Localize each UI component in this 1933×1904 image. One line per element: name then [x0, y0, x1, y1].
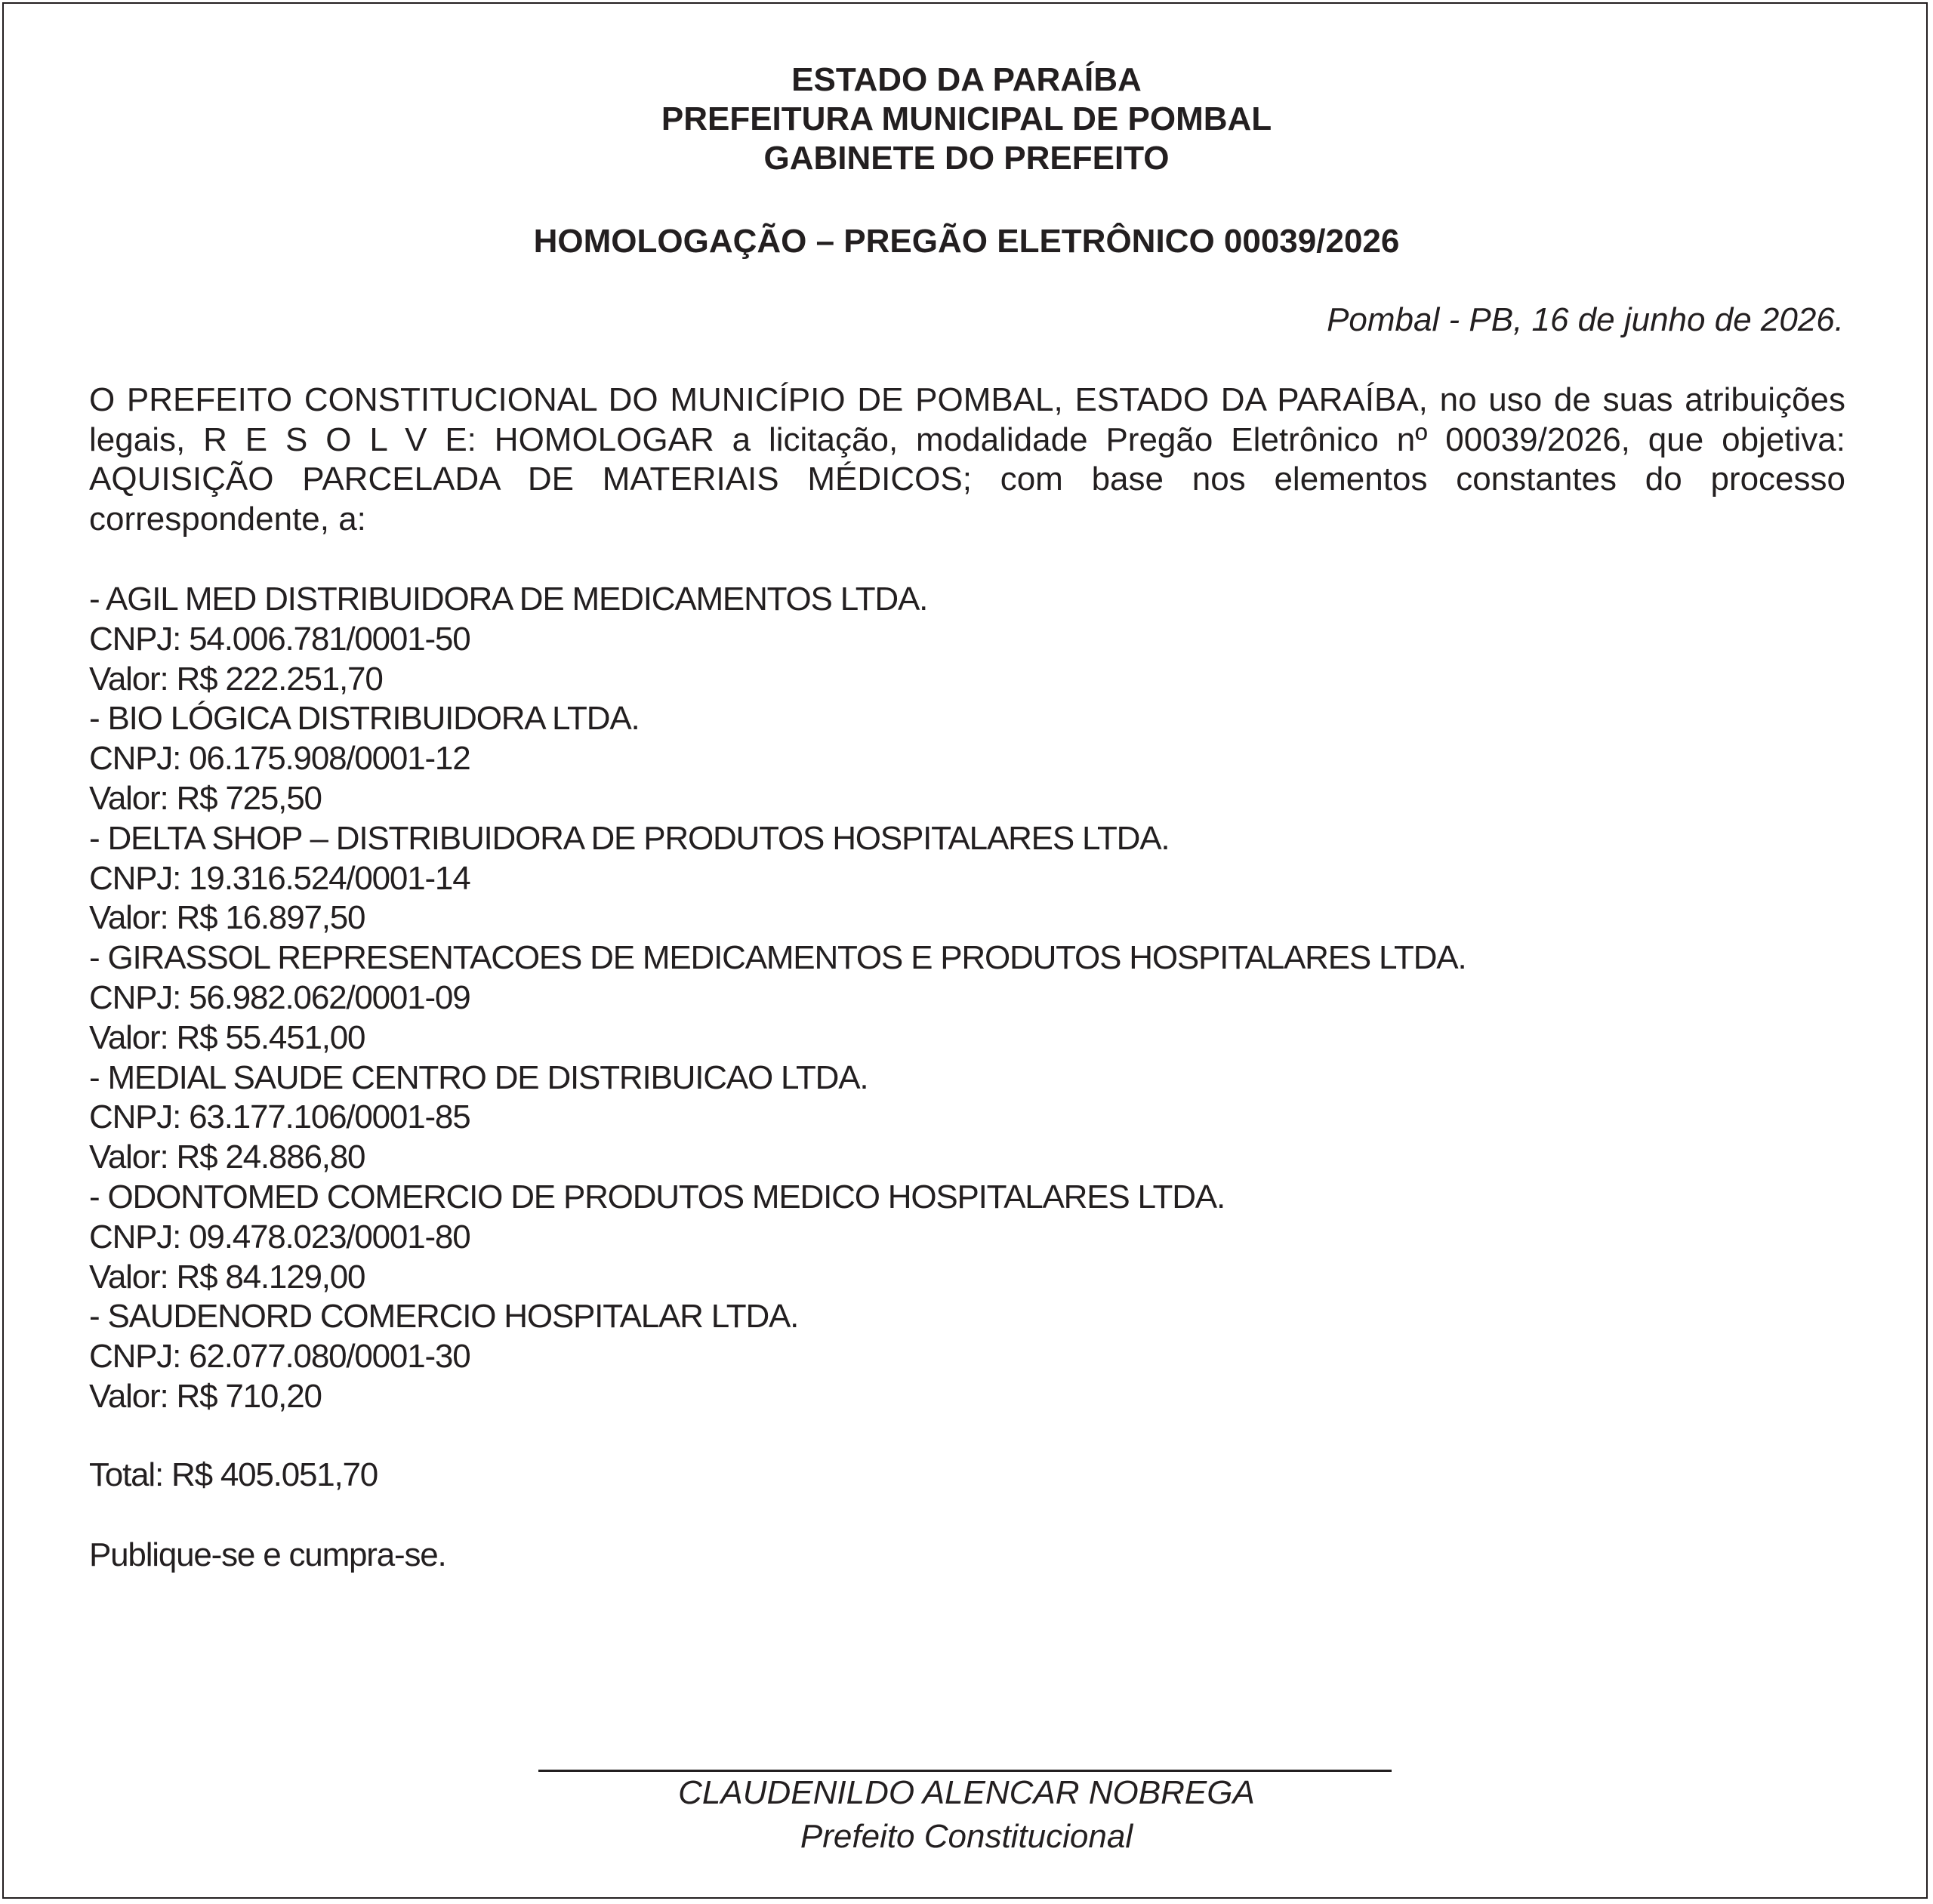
company-cnpj: CNPJ: 19.316.524/0001-14	[89, 859, 470, 897]
company-value: Valor: R$ 24.886,80	[89, 1138, 365, 1176]
company-name: - BIO LÓGICA DISTRIBUIDORA LTDA.	[89, 700, 640, 738]
company-name: - SAUDENORD COMERCIO HOSPITALAR LTDA.	[89, 1298, 799, 1336]
dateline: Pombal - PB, 16 de junho de 2026.	[1327, 301, 1844, 338]
company-cnpj: CNPJ: 54.006.781/0001-50	[89, 620, 470, 658]
company-cnpj: CNPJ: 63.177.106/0001-85	[89, 1098, 470, 1136]
company-cnpj: CNPJ: 56.982.062/0001-09	[89, 978, 470, 1016]
signatory-role: Prefeito Constitucional	[800, 1818, 1133, 1855]
company-value: Valor: R$ 84.129,00	[89, 1258, 365, 1296]
header-municipality: PREFEITURA MUNICIPAL DE POMBAL	[661, 100, 1272, 137]
header-office: GABINETE DO PREFEITO	[763, 140, 1170, 177]
header-state: ESTADO DA PARAÍBA	[791, 61, 1142, 98]
total-value: Total: R$ 405.051,70	[89, 1456, 378, 1493]
company-value: Valor: R$ 222.251,70	[89, 660, 383, 698]
company-name: - GIRASSOL REPRESENTACOES DE MEDICAMENTOS E PRODUTOS HOSPITALARES LTDA.	[89, 939, 1466, 977]
company-name: - AGIL MED DISTRIBUIDORA DE MEDICAMENTOS LTDA.	[89, 581, 928, 618]
closing-statement: Publique-se e cumpra-se.	[89, 1536, 446, 1573]
document-title: HOMOLOGAÇÃO – PREGÃO ELETRÔNICO 00039/2026	[533, 223, 1400, 260]
company-cnpj: CNPJ: 62.077.080/0001-30	[89, 1338, 470, 1376]
company-name: - ODONTOMED COMERCIO DE PRODUTOS MEDICO HOSPITALARES LTDA.	[89, 1178, 1225, 1215]
company-list	[89, 580, 1466, 1417]
signature-block	[0, 1771, 1933, 1859]
company-value: Valor: R$ 710,20	[89, 1377, 322, 1415]
company-cnpj: CNPJ: 09.478.023/0001-80	[89, 1218, 470, 1255]
company-cnpj: CNPJ: 06.175.908/0001-12	[89, 740, 470, 778]
company-value: Valor: R$ 725,50	[89, 779, 322, 817]
company-name: - MEDIAL SAUDE CENTRO DE DISTRIBUICAO LTDA.	[89, 1058, 868, 1096]
signatory-name: CLAUDENILDO ALENCAR NOBREGA	[678, 1774, 1255, 1811]
company-value: Valor: R$ 16.897,50	[89, 899, 365, 937]
document-header	[0, 60, 1933, 178]
company-name: - DELTA SHOP – DISTRIBUIDORA DE PRODUTOS HOSPITALARES LTDA.	[89, 819, 1170, 857]
company-value: Valor: R$ 55.451,00	[89, 1018, 365, 1056]
body-paragraph: O PREFEITO CONSTITUCIONAL DO MUNICÍPIO DE POMBAL, ESTADO DA PARAÍBA, no uso de suas atribuições legais, R E S O L V E: HOMOLOGAR a licitação, modalidade Pregão Eletrônico nº 00039/2026, que objetiva: AQUISIÇÃO PARCELADA DE MATERIAIS MÉDICOS; com base nos elementos constantes do processo correspondente, a:	[89, 381, 1845, 538]
